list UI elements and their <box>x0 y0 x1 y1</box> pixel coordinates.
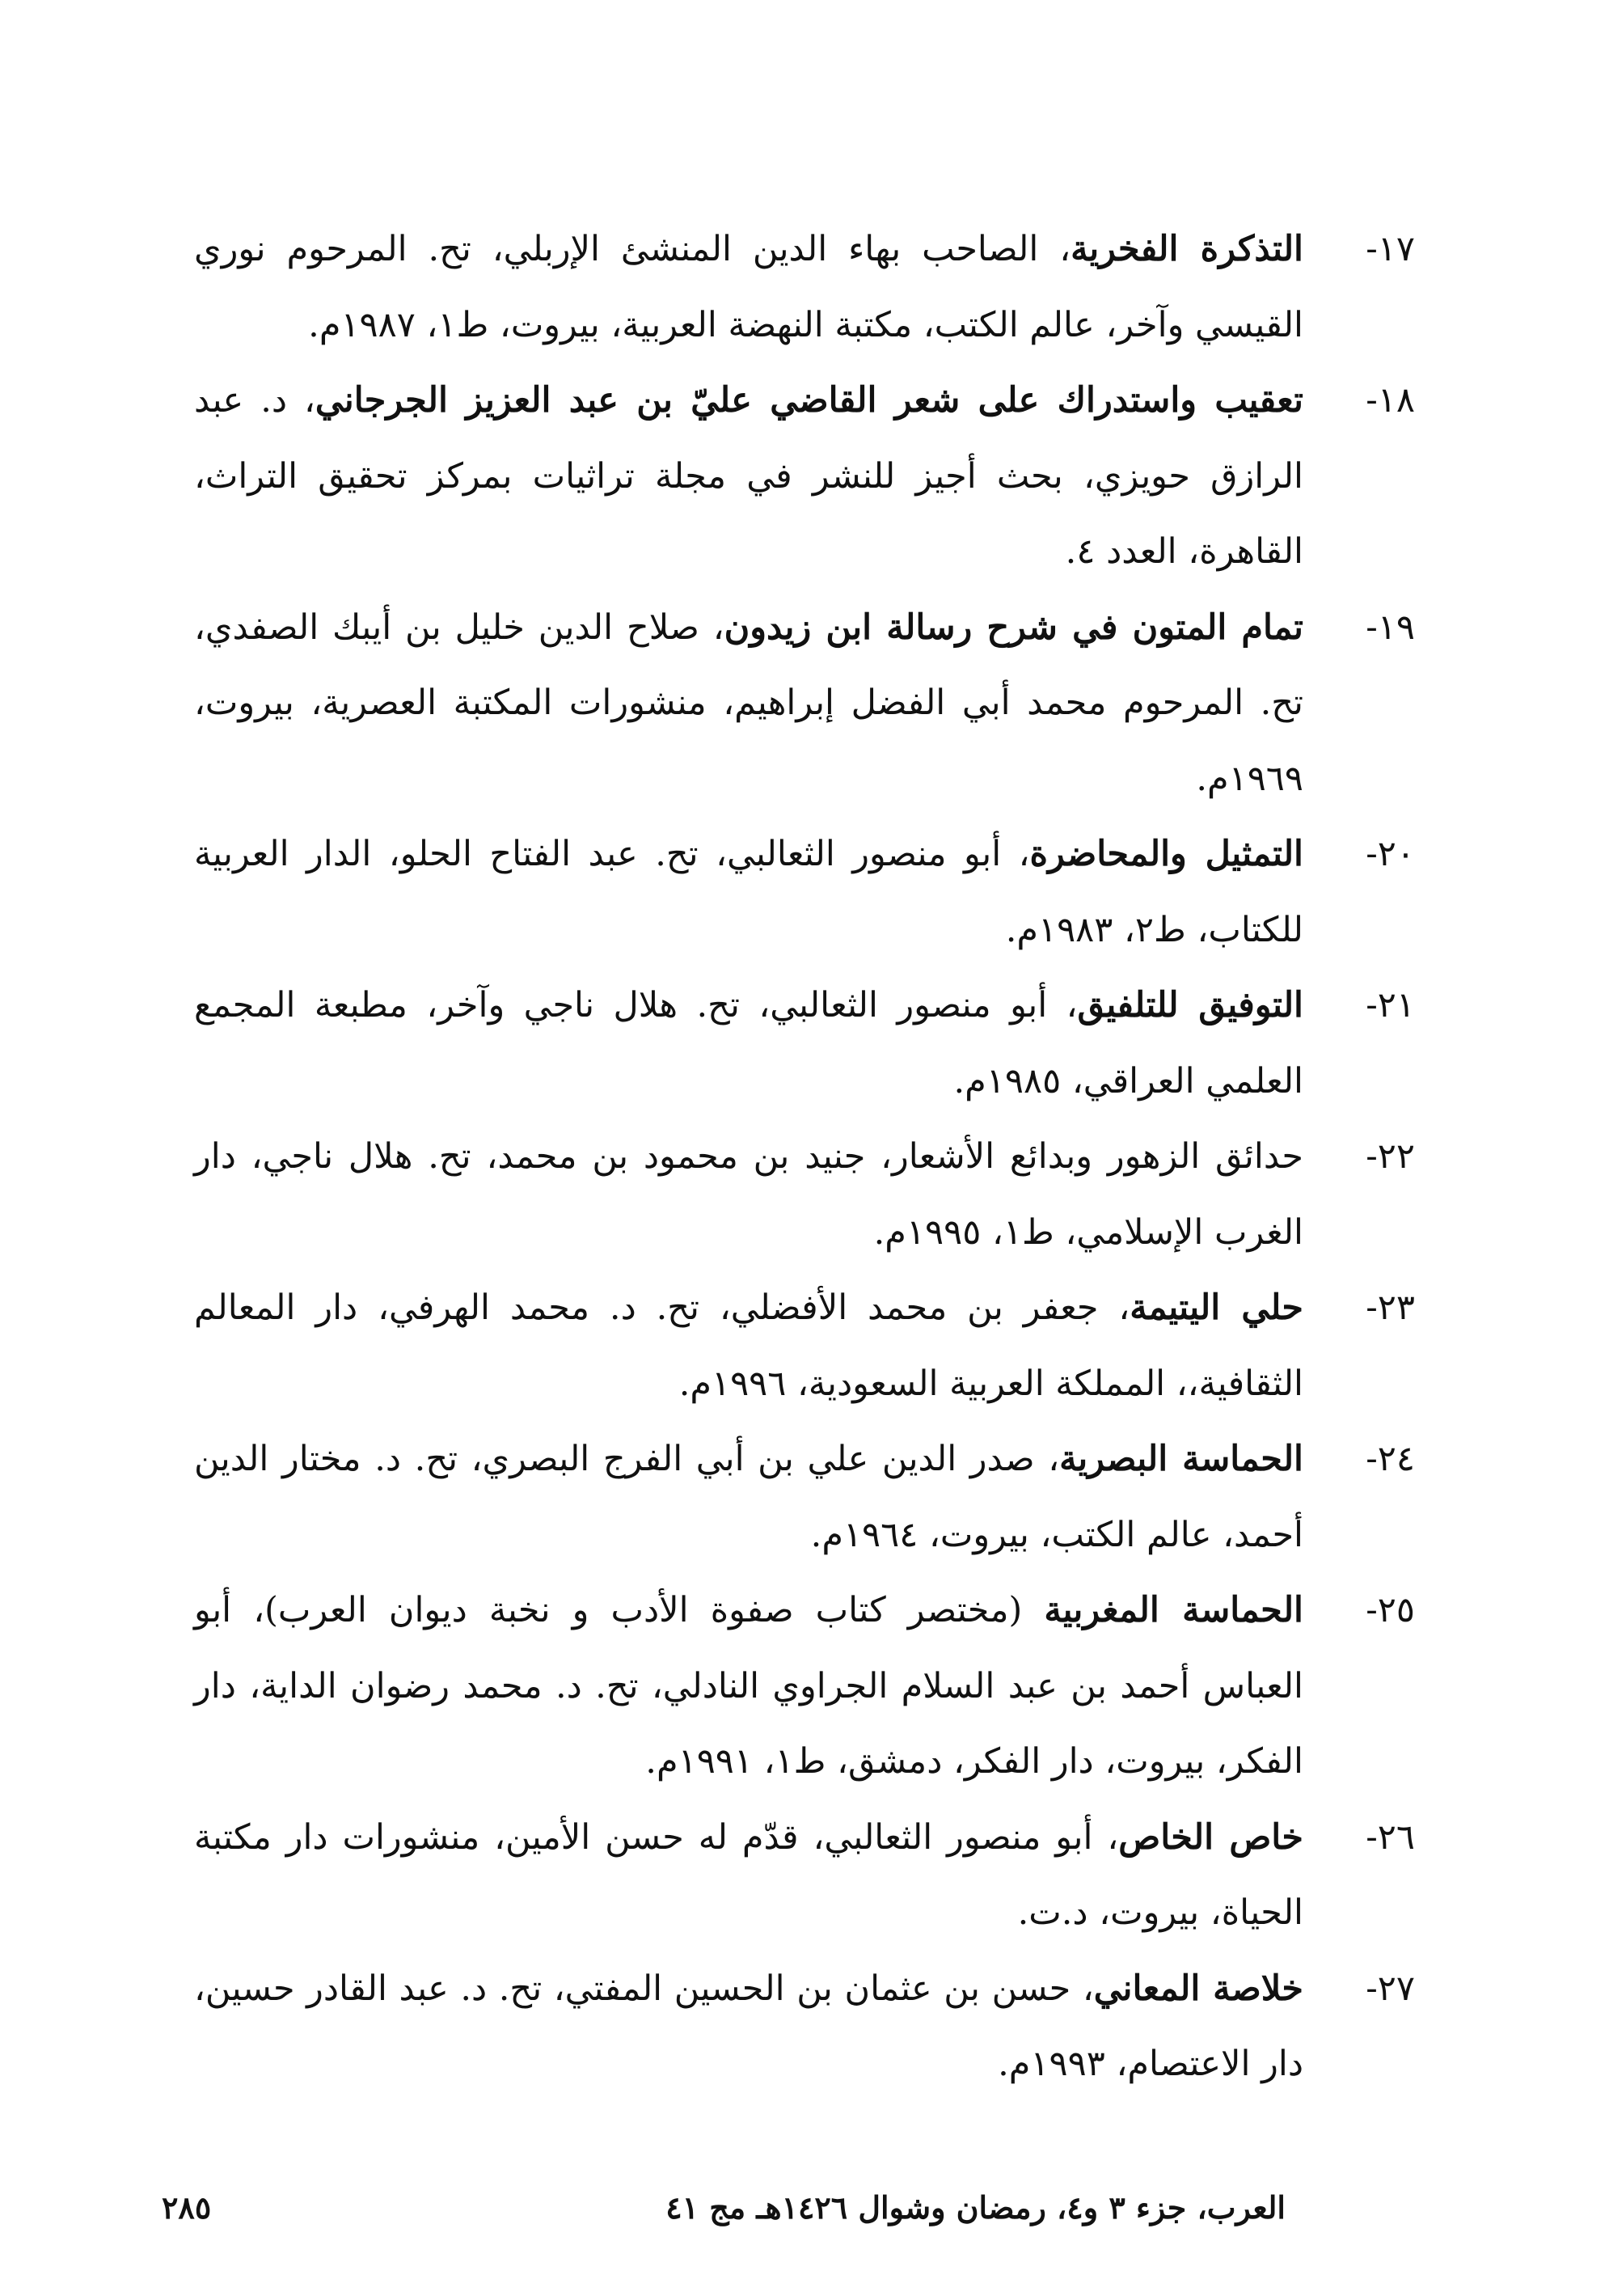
bibliography-entry <box>194 1271 1415 1422</box>
bibliography-entry <box>194 968 1415 1119</box>
entry-title: التوفيق للتلفيق <box>1077 985 1303 1025</box>
entry-number: ٢٥- <box>1366 1590 1415 1630</box>
entry-details: ، الصاحب بهاء الدين المنشئ الإربلي، تح. المرحوم نوري القيسي وآخر، عالم الكتب، مكتبة النهضة العربية، بيروت، ط١، ١٩٨٧م. <box>194 229 1303 345</box>
bibliography-entry <box>194 1422 1415 1573</box>
bibliography-entry <box>194 1119 1415 1271</box>
entry-number: ٢٦- <box>1366 1816 1415 1858</box>
entry-number: ٢٤- <box>1366 1439 1415 1479</box>
entry-number: ٢٧- <box>1366 1968 1415 2009</box>
entry-title: تعقيب واستدراك على شعر القاضي عليّ بن عبد العزيز الجرجاني <box>315 380 1303 421</box>
bibliography-entry <box>194 1573 1415 1800</box>
entry-title: الحماسة البصرية <box>1059 1439 1303 1479</box>
entry-details: ، صلاح الدين خليل بن أيبك الصفدي، تح. المرحوم محمد أبي الفضل إبراهيم، منشورات المكتبة العصرية، بيروت، ١٩٦٩م. <box>194 607 1303 799</box>
entry-title: خاص الخاص <box>1118 1816 1303 1858</box>
bibliography-entry <box>194 817 1415 968</box>
entry-details: ، د. عبد الرازق حويزي، بحث أجيز للنشر في مجلة تراثيات بمركز تحقيق التراث، القاهرة، العدد ٤. <box>194 380 1303 572</box>
bibliography-entry <box>194 590 1415 818</box>
entry-number: ٢٣- <box>1366 1288 1415 1328</box>
page-footer <box>162 2184 1480 2232</box>
entry-details: ، أبو منصور الثعالبي، تح. هلال ناجي وآخر، مطبعة المجمع العلمي العراقي، ١٩٨٥م. <box>194 985 1303 1101</box>
entry-number: ٢١- <box>1366 985 1415 1025</box>
entry-title: الحماسة المغربية <box>1044 1590 1303 1630</box>
entry-details: ، صدر الدين علي بن أبي الفرج البصري، تح. د. مختار الدين أحمد، عالم الكتب، بيروت، ١٩٦٤م. <box>194 1439 1303 1555</box>
entry-number: ١٨- <box>1366 380 1415 421</box>
entry-details: ، حسن بن عثمان بن الحسين المفتي، تح. د. عبد القادر حسين، دار الاعتصام، ١٩٩٣م. <box>194 1968 1303 2084</box>
bibliography-entry <box>194 212 1415 363</box>
journal-citation: العرب، جزء ٣ و٤، رمضان وشوال ١٤٢٦هـ مج ٤١ <box>665 2189 1286 2226</box>
entry-title: التذكرة الفخرية <box>1071 229 1303 269</box>
entry-title: التمثيل والمحاضرة <box>1029 834 1303 874</box>
page-number: ٢٨٥ <box>162 2189 212 2226</box>
entry-details: ، جعفر بن محمد الأفضلي، تح. د. محمد الهرفي، دار المعالم الثقافية،، المملكة العربية السعودية، ١٩٩٦م. <box>194 1288 1303 1404</box>
entry-number: ٢٢- <box>1366 1136 1415 1177</box>
bibliography-list <box>194 212 1415 2103</box>
entry-details: ، أبو منصور الثعالبي، قدّم له حسن الأمين، منشورات دار مكتبة الحياة، بيروت، د.ت. <box>194 1816 1303 1933</box>
entry-number: ٢٠- <box>1366 834 1415 874</box>
entry-title: تمام المتون في شرح رسالة ابن زيدون <box>724 607 1303 648</box>
entry-number: ١٩- <box>1366 607 1415 648</box>
entry-details: (مختصر كتاب صفوة الأدب و نخبة ديوان العرب)، أبو العباس أحمد بن عبد السلام الجراوي النادلي، تح. د. محمد رضوان الداية، دار الفكر، بيروت، دار الفكر، دمشق، ط١، ١٩٩١م. <box>194 1590 1303 1782</box>
bibliography-entry <box>194 363 1415 590</box>
entry-title: حلي اليتيمة <box>1130 1288 1304 1328</box>
entry-details: حدائق الزهور وبدائع الأشعار، جنيد بن محمود بن محمد، تح. هلال ناجي، دار الغرب الإسلامي، ط١، ١٩٩٥م. <box>194 1136 1303 1253</box>
bibliography-entry <box>194 1951 1415 2103</box>
entry-number: ١٧- <box>1366 229 1415 269</box>
entry-title: خلاصة المعاني <box>1093 1968 1303 2009</box>
entry-details: ، أبو منصور الثعالبي، تح. عبد الفتاح الحلو، الدار العربية للكتاب، ط٢، ١٩٨٣م. <box>194 834 1303 950</box>
bibliography-entry <box>194 1800 1415 1951</box>
